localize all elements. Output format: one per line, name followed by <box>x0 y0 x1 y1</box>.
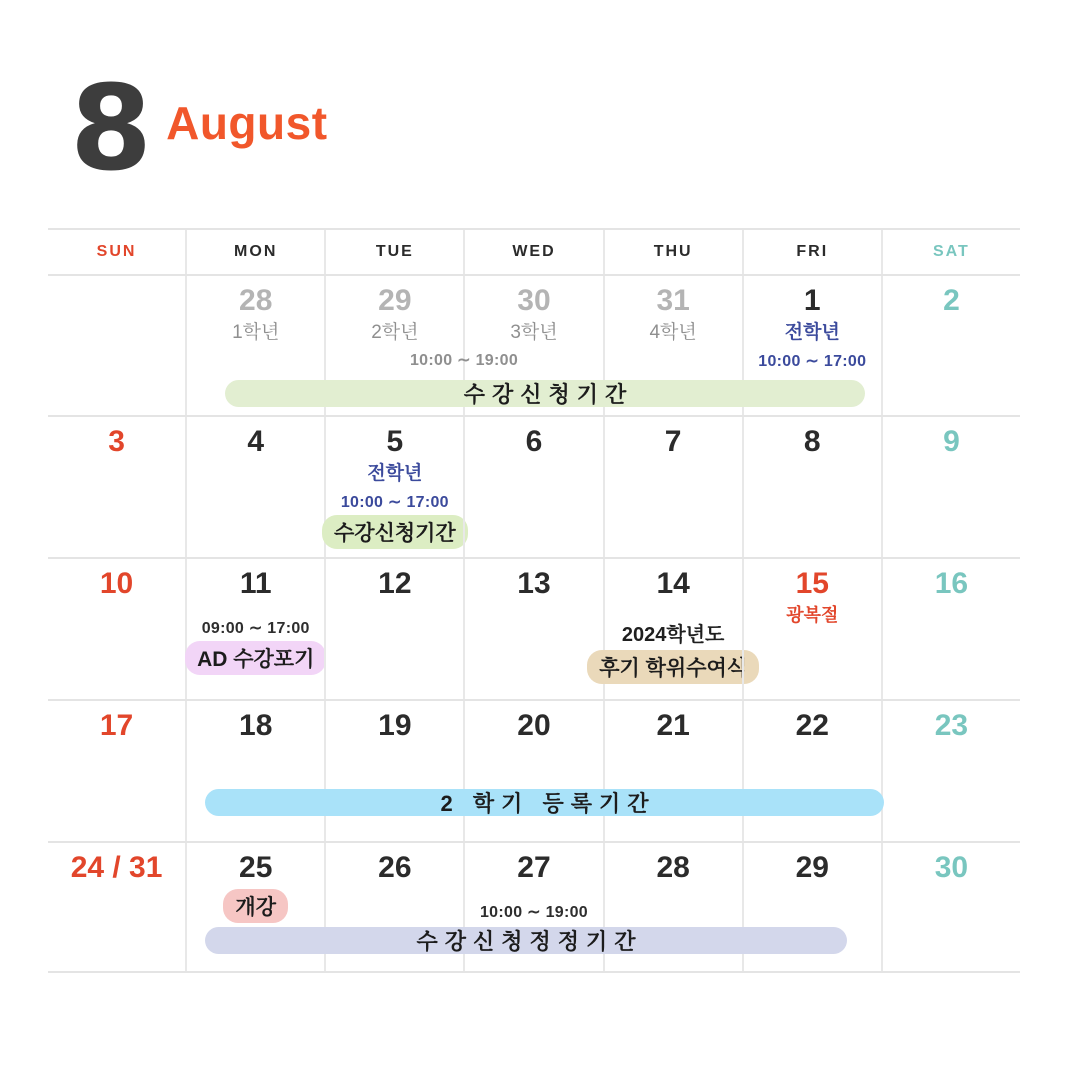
calendar-grid <box>48 228 1020 973</box>
day-number: 22 <box>795 709 829 742</box>
day-number: 21 <box>656 709 690 742</box>
day-cell <box>48 843 185 971</box>
grade-label: 전학년 <box>367 462 423 484</box>
day-number: 24 / 31 <box>70 851 163 884</box>
day-cell <box>881 417 1020 557</box>
day-number: 3 <box>108 425 125 458</box>
grade-label: 3학년 <box>510 321 558 343</box>
day-cell <box>742 701 881 841</box>
day-number: 29 <box>378 284 412 317</box>
day-number: 8 <box>803 425 821 458</box>
day-number: 6 <box>525 425 543 458</box>
day-cell <box>742 559 881 699</box>
event-time: 09:00 ∼ 17:00 <box>201 619 310 637</box>
day-cell <box>324 559 463 699</box>
day-number: 23 <box>934 709 969 742</box>
weekday-header-sun: SUN <box>96 243 137 260</box>
weekday-header-fri: FRI <box>742 230 881 274</box>
day-cell <box>463 417 602 557</box>
day-number: 28 <box>656 851 690 884</box>
day-number: 19 <box>378 709 412 742</box>
day-cell <box>185 559 324 699</box>
day-cell <box>48 701 185 841</box>
grade-label: 4학년 <box>649 321 697 343</box>
weekday-header-thu: THU <box>603 230 742 274</box>
day-cell <box>742 417 881 557</box>
day-cell <box>603 701 742 841</box>
calendar-title <box>70 59 328 197</box>
day-number: 11 <box>239 567 272 600</box>
day-number: 17 <box>99 709 134 742</box>
day-cell <box>881 559 1020 699</box>
day-cell <box>881 276 1020 415</box>
day-cell <box>881 701 1020 841</box>
day-cell <box>185 701 324 841</box>
event-time: 10:00 ∼ 17:00 <box>758 353 867 371</box>
day-number: 1 <box>803 284 821 317</box>
weekday-header-mon: MON <box>185 230 324 274</box>
day-number: 27 <box>517 851 551 884</box>
day-number: 13 <box>517 567 551 600</box>
day-number: 26 <box>378 851 412 884</box>
banner-course-registration: 수강신청기간 <box>225 380 865 407</box>
banner-course-correction: 수강신청정정기간 <box>205 927 847 954</box>
weekday-header-sat: SAT <box>881 230 1020 274</box>
day-cell <box>603 417 742 557</box>
day-number: 5 <box>386 425 404 458</box>
banner-tuition-period: 2 학기 등록기간 <box>205 789 884 816</box>
day-number: 10 <box>99 567 134 600</box>
day-number: 25 <box>239 851 273 884</box>
day-cell <box>463 559 602 699</box>
day-cell <box>324 701 463 841</box>
week-row-4 <box>48 701 1020 843</box>
day-number: 16 <box>934 567 969 600</box>
week-row-2 <box>48 417 1020 559</box>
event-time: 10:00 ∼ 19:00 <box>479 903 589 921</box>
holiday-label: 광복절 <box>786 604 839 625</box>
day-number: 4 <box>247 425 265 458</box>
event-label: 2024학년도 <box>621 623 725 646</box>
weekday-header-tue: TUE <box>324 230 463 274</box>
day-cell <box>881 843 1020 971</box>
weekday-header-row <box>48 228 1020 276</box>
day-cell <box>185 417 324 557</box>
month-name: August <box>166 97 328 149</box>
pill-semester-start: 개강 <box>223 889 288 923</box>
week-row-1 <box>48 276 1020 417</box>
day-number: 14 <box>656 567 690 600</box>
week-row-5 <box>48 843 1020 973</box>
day-cell <box>599 559 748 699</box>
day-number: 2 <box>943 284 960 317</box>
day-number: 30 <box>517 284 551 317</box>
day-number: 12 <box>378 567 412 600</box>
day-number: 30 <box>934 851 969 884</box>
grade-label: 1학년 <box>232 321 280 343</box>
day-number: 18 <box>239 709 273 742</box>
pill-ad-course-drop: AD 수강포기 <box>185 641 326 675</box>
pill-course-registration: 수강신청기간 <box>322 515 468 549</box>
day-number: 7 <box>664 425 682 458</box>
day-number: 15 <box>795 567 829 600</box>
day-cell <box>48 417 185 557</box>
day-cell <box>48 276 185 415</box>
day-number: 20 <box>517 709 551 742</box>
pill-degree-ceremony: 후기 학위수여식 <box>587 650 759 684</box>
day-number: 28 <box>239 284 273 317</box>
grade-label: 2학년 <box>371 321 419 343</box>
weekday-header-wed: WED <box>463 230 602 274</box>
grade-label: 전학년 <box>784 321 840 343</box>
event-time: 10:00 ∼ 17:00 <box>340 494 449 512</box>
day-cell <box>324 417 463 557</box>
day-number: 29 <box>795 851 829 884</box>
day-number: 9 <box>943 425 960 458</box>
day-number: 31 <box>656 284 690 317</box>
day-cell <box>48 559 185 699</box>
event-time: 10:00 ∼ 19:00 <box>409 352 519 369</box>
week-row-3 <box>48 559 1020 701</box>
day-cell <box>463 701 602 841</box>
month-number: 8 <box>70 59 151 197</box>
